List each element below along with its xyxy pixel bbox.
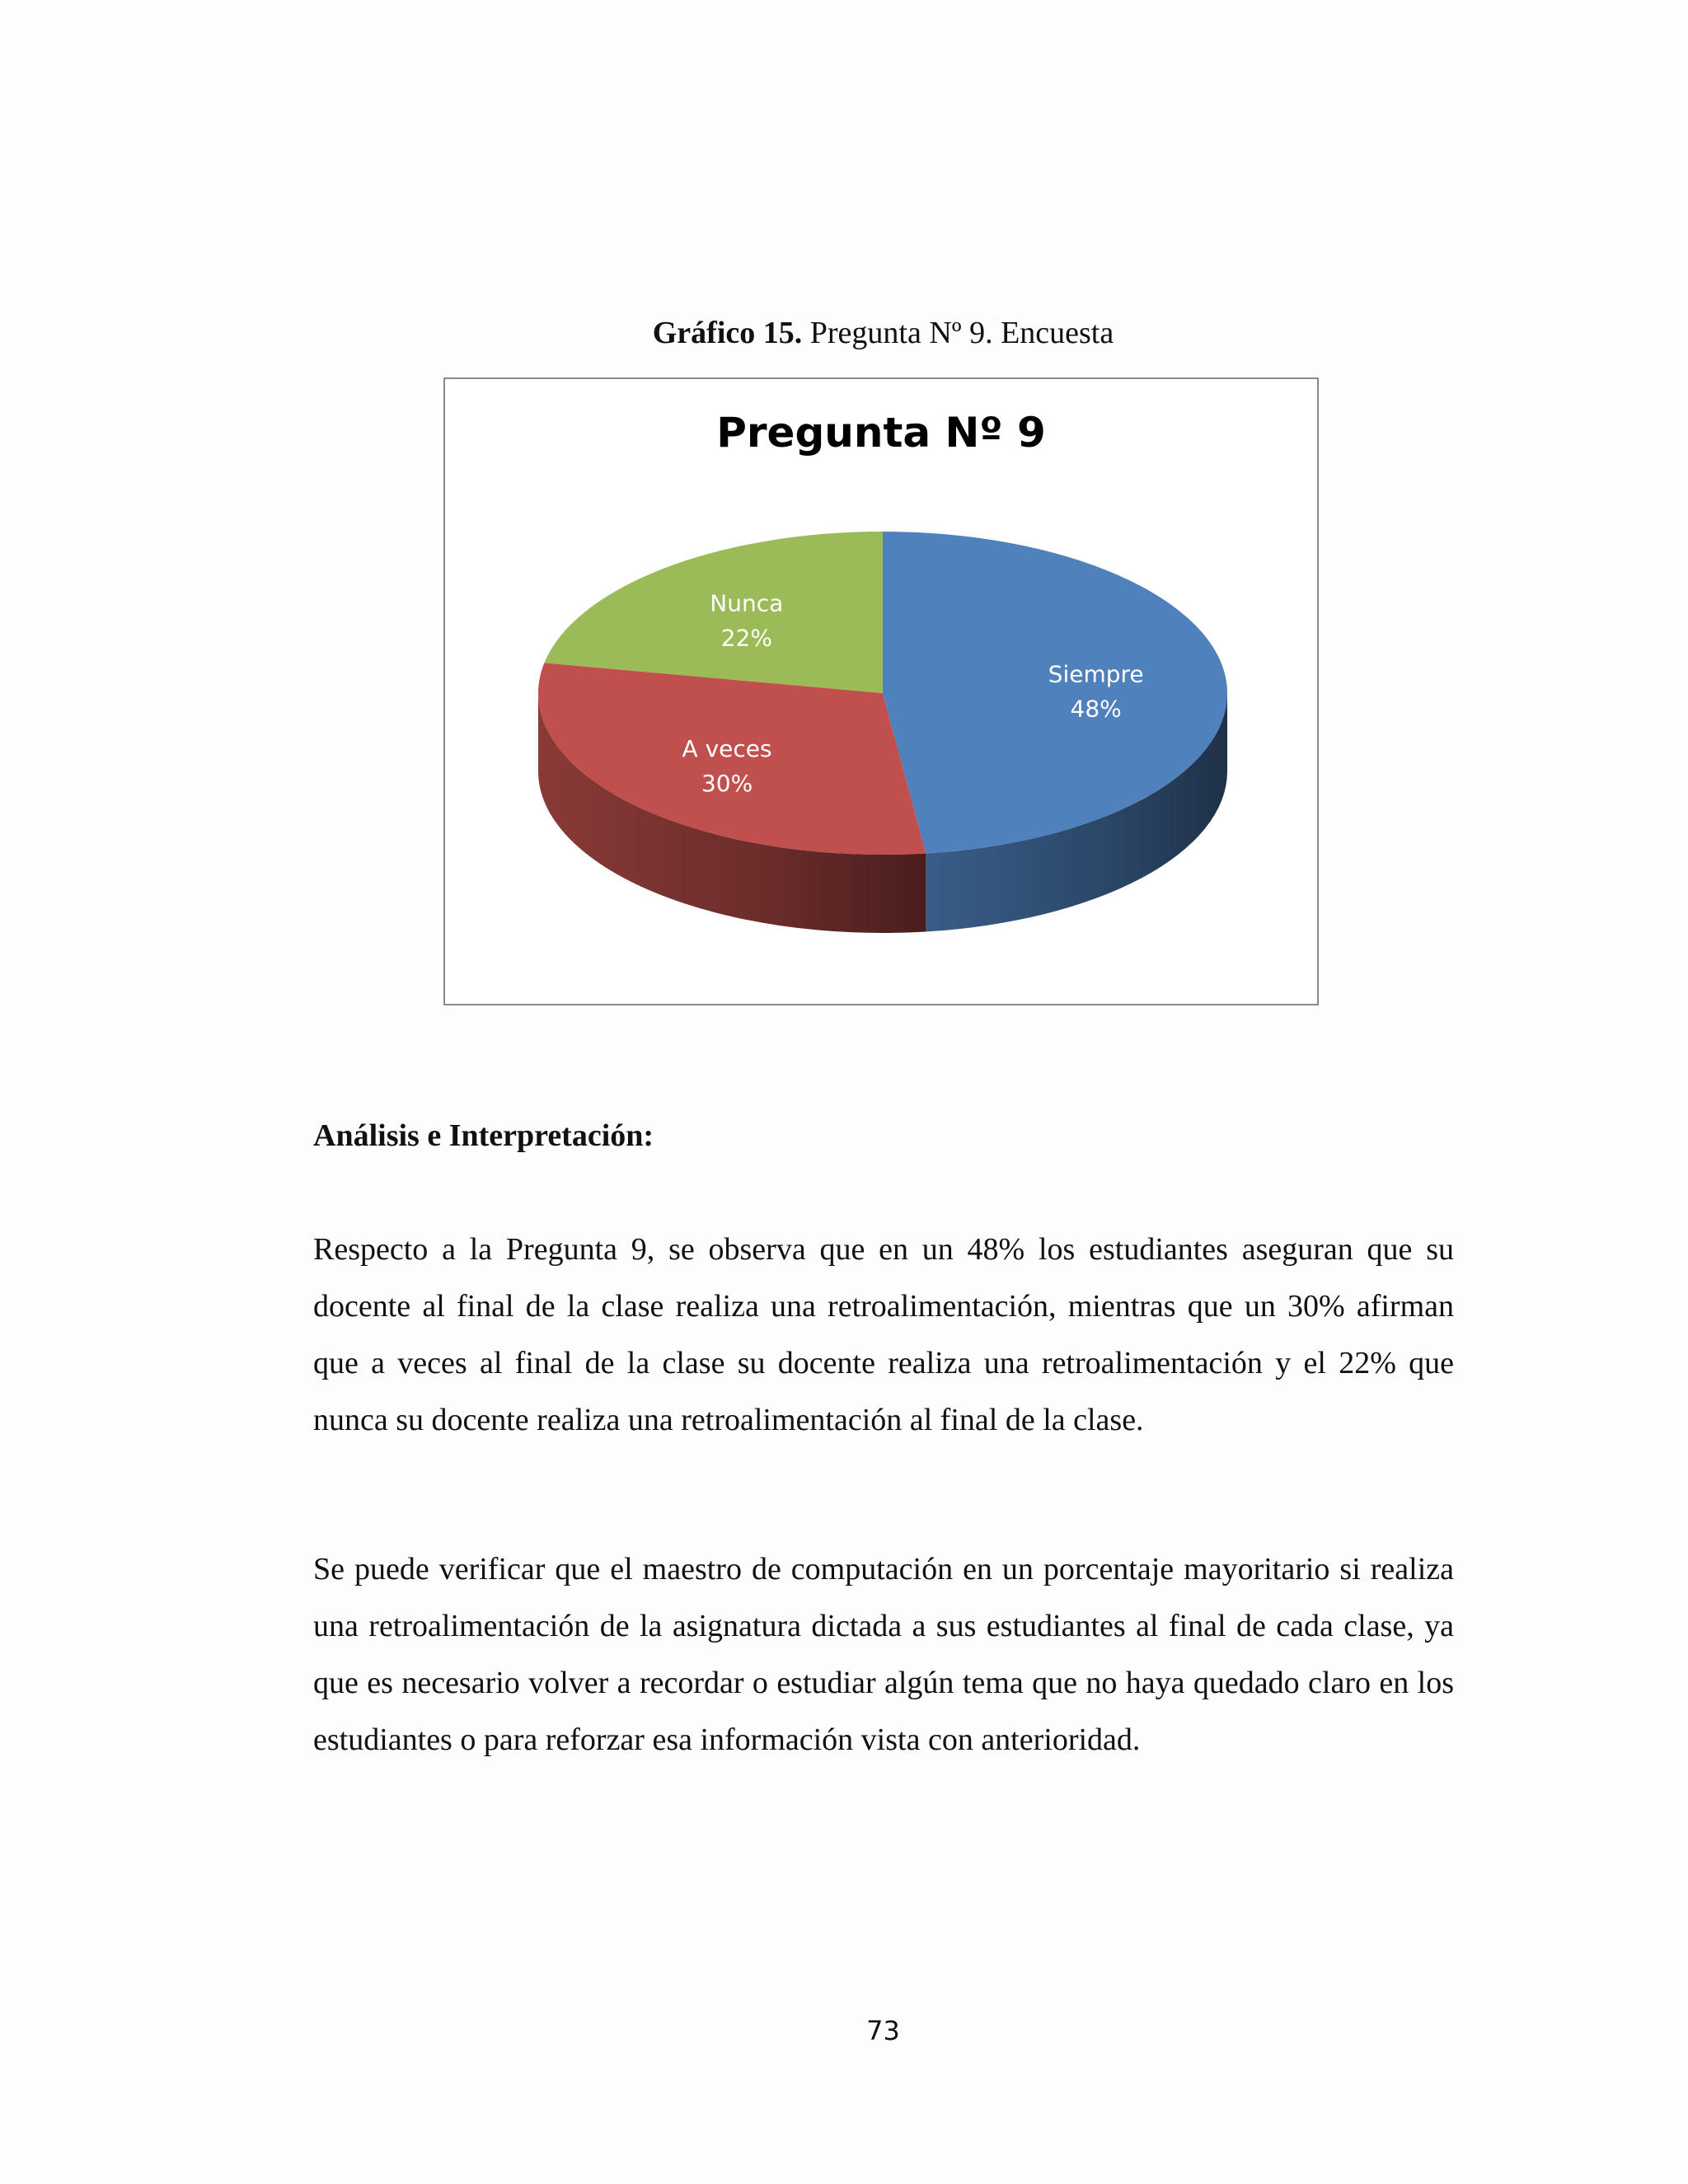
pie-label-a-veces: A veces <box>682 735 772 763</box>
chart-title: Pregunta Nº 9 <box>716 409 1046 457</box>
pie-chart-frame <box>443 377 1319 1005</box>
figure-caption-number: Gráfico 15. <box>652 316 803 350</box>
pie-value-label-siempre: 48% <box>1070 695 1122 723</box>
analysis-paragraph-2: Se puede verificar que el maestro de computación en un porcentaje mayoritario si realiza una retroalimentación de la asignatura dictada a sus estudiantes al final de cada clase, ya que es necesario volver a recordar o estudiar algún tema que no haya quedado claro en los estudiantes o para reforzar esa información vista con anterioridad. <box>313 1552 1454 1757</box>
pie-label-siempre: Siempre <box>1048 660 1144 688</box>
pie-value-label-a-veces: 30% <box>701 770 753 798</box>
figure-caption-text: Pregunta Nº 9. Encuesta <box>802 316 1114 350</box>
pie-chart <box>445 379 1317 1004</box>
figure-caption <box>0 310 1688 356</box>
pie-value-label-nunca: 22% <box>720 624 772 652</box>
analysis-heading: Análisis e Interpretación: <box>313 1118 654 1153</box>
pie-label-nunca: Nunca <box>710 589 784 617</box>
analysis-paragraph-1: Respecto a la Pregunta 9, se observa que en un 48% los estudiantes aseguran que su docente al final de la clase realiza una retroalimentación, mientras que un 30% afirman que a veces al final de la clase su docente realiza una retroalimentación y el 22% que nunca su docente realiza una retroalimentación al final de la clase. <box>313 1232 1454 1437</box>
page-number: 73 <box>866 2015 900 2046</box>
